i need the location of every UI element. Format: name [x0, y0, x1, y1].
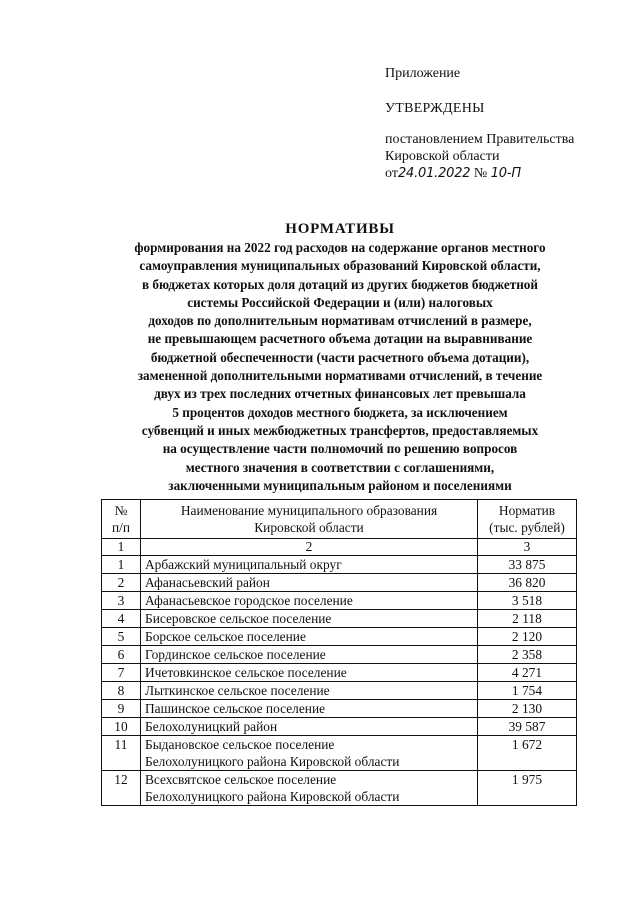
row-name: Пашинское сельское поселение [141, 700, 478, 718]
table-row [102, 610, 577, 628]
handwritten-date: 24.01.2022 [397, 166, 471, 181]
appendix-block [385, 65, 574, 182]
row-value: 39 587 [478, 718, 577, 736]
table-row [102, 736, 577, 771]
subtitle-line: формирования на 2022 год расходов на содержание органов местного [134, 240, 546, 255]
row-value: 2 130 [478, 700, 577, 718]
row-value: 2 118 [478, 610, 577, 628]
table-row [102, 700, 577, 718]
subtitle-line: самоуправления муниципальных образований Кировской области, [139, 258, 541, 274]
document-title: НОРМАТИВЫ [285, 221, 395, 237]
row-value: 36 820 [478, 574, 577, 592]
table-row [102, 664, 577, 682]
header-norm: Норматив (тыс. рублей) [478, 500, 577, 539]
subtitle-line: замененной дополнительными нормативами отчислений, в течение [137, 368, 543, 384]
table-row [102, 646, 577, 664]
row-name: Всехсвятское сельское поселение Белохолуницкого района Кировской области [141, 771, 478, 806]
row-number: 7 [102, 664, 141, 682]
table-row [102, 682, 577, 700]
subtitle-line: в бюджетах которых доля дотаций из других бюджетов бюджетной [142, 276, 538, 292]
row-number: 11 [102, 736, 141, 771]
subtitle-line: 5 процентов доходов местного бюджета, за исключением [172, 404, 508, 420]
subtitle-line: не превышающем расчетного объема дотации на выравнивание [147, 331, 533, 347]
row-number: 3 [102, 592, 141, 610]
row-value: 33 875 [478, 556, 577, 574]
table-row [102, 556, 577, 574]
row-value: 1 672 [478, 736, 577, 771]
subtitle-line: местного значения в соответствии с соглашениями, [185, 459, 495, 475]
approved-label: УТВЕРЖДЕНЫ [385, 101, 485, 116]
norms-table [101, 499, 577, 806]
row-value: 1 975 [478, 771, 577, 806]
document-subtitle [60, 239, 620, 495]
table-row [102, 592, 577, 610]
table-row [102, 718, 577, 736]
row-number: 9 [102, 700, 141, 718]
header-number: № п/п [102, 500, 141, 539]
subtitle-line: бюджетной обеспеченности (части расчетного объема дотации), [150, 349, 530, 365]
subtitle-line: субвенций и иных межбюджетных трансфертов, предоставляемых [141, 422, 539, 438]
table-row [102, 574, 577, 592]
row-number: 4 [102, 610, 141, 628]
row-name: Ичетовкинское сельское поселение [141, 664, 478, 682]
region-line: Кировской области [385, 149, 500, 164]
row-name: Гординское сельское поселение [141, 646, 478, 664]
row-value: 4 271 [478, 664, 577, 682]
subtitle-line: двух из трех последних отчетных финансовых лет превышала [154, 386, 526, 402]
column-number: 2 [141, 539, 478, 556]
subtitle-line: заключенными муниципальным районом и поселениями [168, 477, 512, 493]
subtitle-line: на осуществление части полномочий по решению вопросов [162, 441, 518, 457]
row-name: Борское сельское поселение [141, 628, 478, 646]
row-name: Бисеровское сельское поселение [141, 610, 478, 628]
date-number-line [385, 165, 574, 182]
date-prefix: от [385, 166, 398, 181]
row-value: 2 358 [478, 646, 577, 664]
column-number: 1 [102, 539, 141, 556]
resolution-line: постановлением Правительства [385, 132, 575, 147]
row-name: Арбажский муниципальный округ [141, 556, 478, 574]
row-name: Быдановское сельское поселение Белохолуницкого района Кировской области [141, 736, 478, 771]
row-name: Афанасьевский район [141, 574, 478, 592]
row-value: 3 518 [478, 592, 577, 610]
table-row [102, 771, 577, 806]
row-number: 8 [102, 682, 141, 700]
row-number: 10 [102, 718, 141, 736]
row-value: 1 754 [478, 682, 577, 700]
row-number: 1 [102, 556, 141, 574]
row-name: Белохолуницкий район [141, 718, 478, 736]
number-prefix: № [473, 166, 488, 181]
row-name: Афанасьевское городское поселение [141, 592, 478, 610]
handwritten-number: 10-П [490, 166, 521, 181]
row-value: 2 120 [478, 628, 577, 646]
column-number-row [102, 539, 577, 556]
row-number: 12 [102, 771, 141, 806]
subtitle-line: доходов по дополнительным нормативам отчислений в размере, [148, 313, 532, 329]
row-number: 2 [102, 574, 141, 592]
row-number: 5 [102, 628, 141, 646]
row-number: 6 [102, 646, 141, 664]
table-header-row [102, 500, 577, 539]
column-number: 3 [478, 539, 577, 556]
header-name: Наименование муниципального образования Кировской области [141, 500, 478, 539]
table-row [102, 628, 577, 646]
appendix-label: Приложение [385, 66, 461, 81]
row-name: Лыткинское сельское поселение [141, 682, 478, 700]
document-heading [60, 219, 620, 495]
subtitle-line: системы Российской Федерации и (или) налоговых [187, 294, 493, 310]
